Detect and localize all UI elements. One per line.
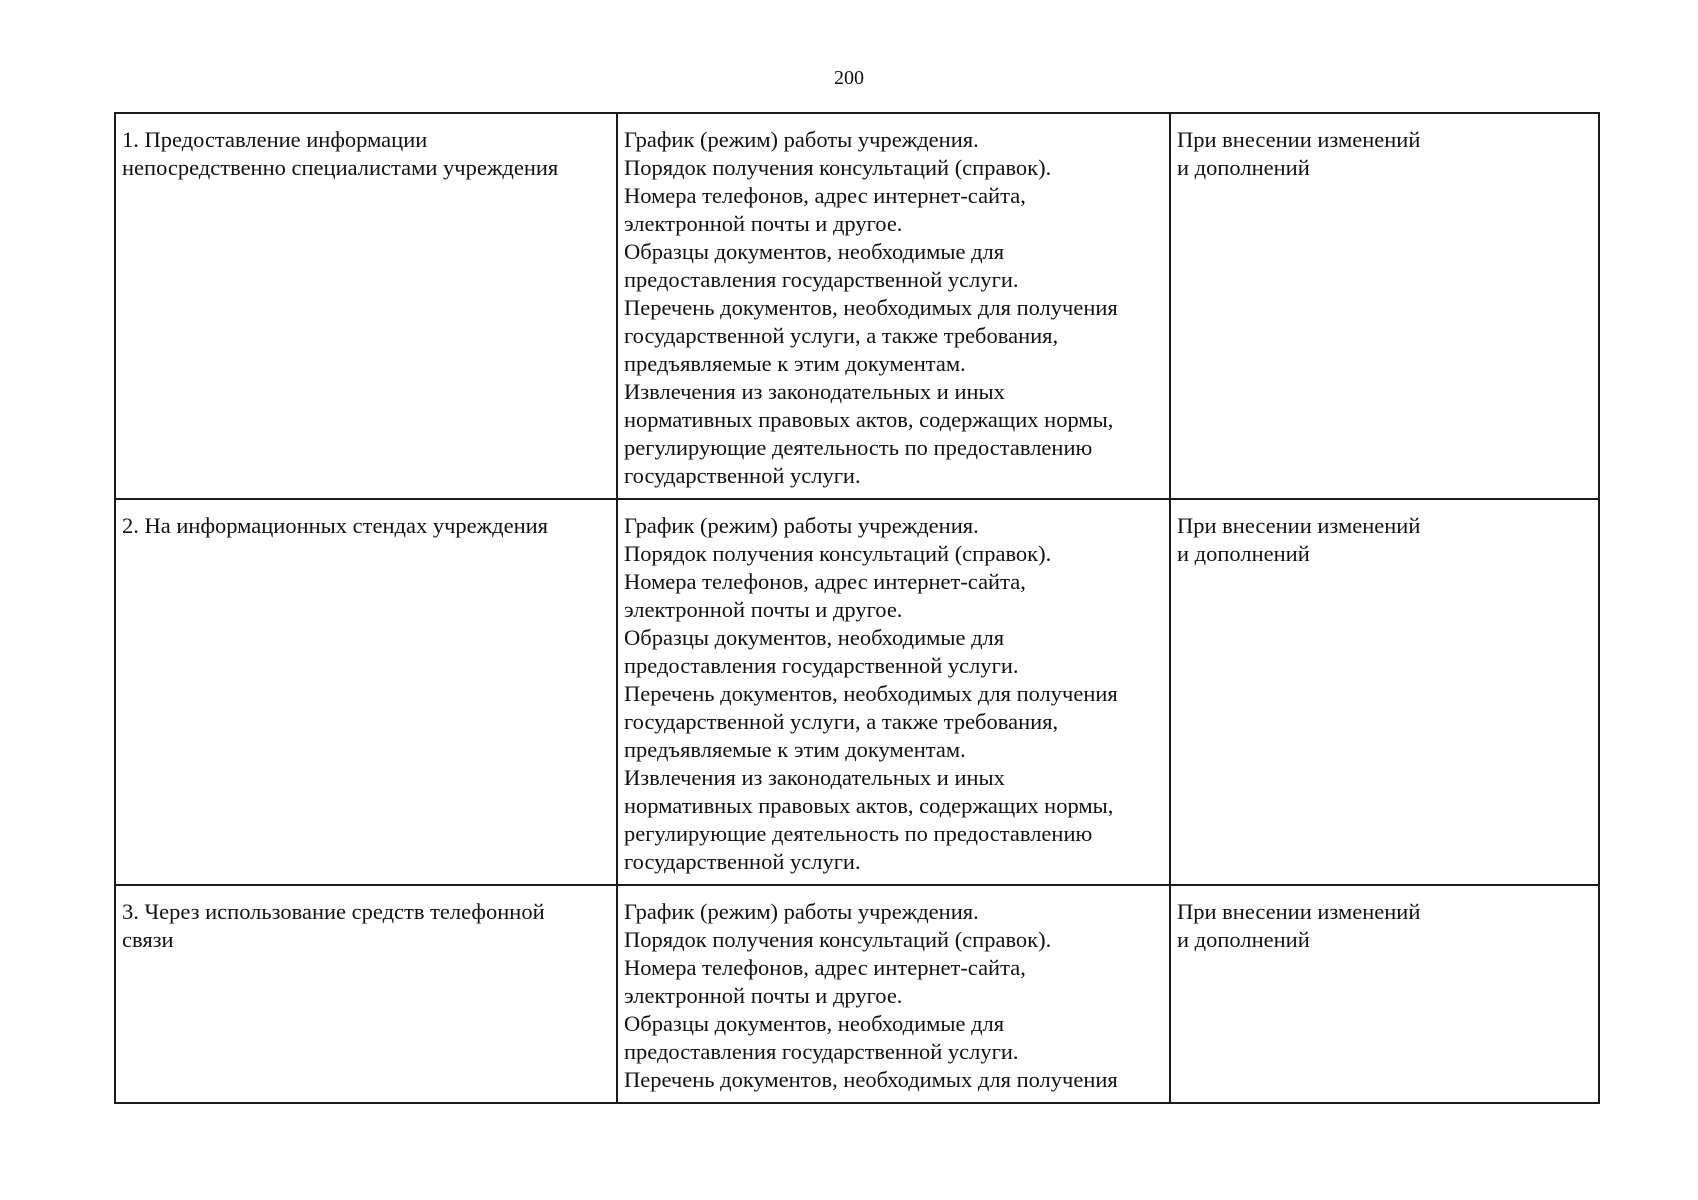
content-line: Порядок получения консультаций (справок). [624, 541, 1052, 566]
table-row [115, 113, 1599, 499]
content-line: Образцы документов, необходимые для [624, 239, 1005, 264]
content-line: Номера телефонов, адрес интернет-сайта, [624, 955, 1026, 980]
content-line: государственной услуги. [624, 849, 861, 874]
frequency-line: и дополнений [1177, 927, 1310, 952]
content-line: предоставления государственной услуги. [624, 1039, 1019, 1064]
content-line: График (режим) работы учреждения. [624, 513, 979, 538]
content-line: График (режим) работы учреждения. [624, 127, 979, 152]
method-line: 3. Через использование средств телефонной [122, 899, 545, 924]
content-line: государственной услуги, а также требования, [624, 709, 1059, 734]
frequency-cell [1170, 885, 1599, 1103]
content-line: предоставления государственной услуги. [624, 267, 1019, 292]
content-line: Перечень документов, необходимых для получения [624, 681, 1118, 706]
frequency-line: и дополнений [1177, 155, 1310, 180]
content-line: График (режим) работы учреждения. [624, 899, 979, 924]
content-line: электронной почты и другое. [624, 211, 903, 236]
method-line: 2. На информационных стендах учреждения [122, 513, 549, 538]
content-line: электронной почты и другое. [624, 597, 903, 622]
content-line: предъявляемые к этим документам. [624, 351, 966, 376]
content-line: предъявляемые к этим документам. [624, 737, 966, 762]
table-row [115, 885, 1599, 1103]
frequency-line: и дополнений [1177, 541, 1310, 566]
table-row [115, 499, 1599, 885]
content-line: предоставления государственной услуги. [624, 653, 1019, 678]
information-table [114, 112, 1600, 1104]
method-line: 1. Предоставление информации [122, 127, 428, 152]
content-cell [617, 499, 1170, 885]
content-line: Извлечения из законодательных и иных [624, 765, 1005, 790]
content-line: нормативных правовых актов, содержащих нормы, [624, 793, 1114, 818]
content-line: Порядок получения консультаций (справок). [624, 927, 1052, 952]
content-line: регулирующие деятельность по предоставлению [624, 435, 1093, 460]
frequency-cell [1170, 499, 1599, 885]
frequency-line: При внесении изменений [1177, 899, 1421, 924]
content-line: электронной почты и другое. [624, 983, 903, 1008]
content-line: Порядок получения консультаций (справок). [624, 155, 1052, 180]
method-line: непосредственно специалистами учреждения [122, 155, 559, 180]
content-line: Перечень документов, необходимых для получения [624, 1067, 1118, 1092]
content-line: государственной услуги, а также требования, [624, 323, 1059, 348]
content-line: Образцы документов, необходимые для [624, 625, 1005, 650]
content-line: Извлечения из законодательных и иных [624, 379, 1005, 404]
content-line: Образцы документов, необходимые для [624, 1011, 1005, 1036]
content-line: Номера телефонов, адрес интернет-сайта, [624, 569, 1026, 594]
content-line: регулирующие деятельность по предоставлению [624, 821, 1093, 846]
content-cell [617, 113, 1170, 499]
content-line: нормативных правовых актов, содержащих нормы, [624, 407, 1114, 432]
method-cell [115, 499, 617, 885]
method-cell [115, 885, 617, 1103]
frequency-cell [1170, 113, 1599, 499]
method-line: связи [122, 927, 174, 952]
content-line: государственной услуги. [624, 463, 861, 488]
content-line: Перечень документов, необходимых для получения [624, 295, 1118, 320]
page-number: 200 [834, 67, 864, 89]
frequency-line: При внесении изменений [1177, 513, 1421, 538]
content-cell [617, 885, 1170, 1103]
content-line: Номера телефонов, адрес интернет-сайта, [624, 183, 1026, 208]
frequency-line: При внесении изменений [1177, 127, 1421, 152]
method-cell [115, 113, 617, 499]
